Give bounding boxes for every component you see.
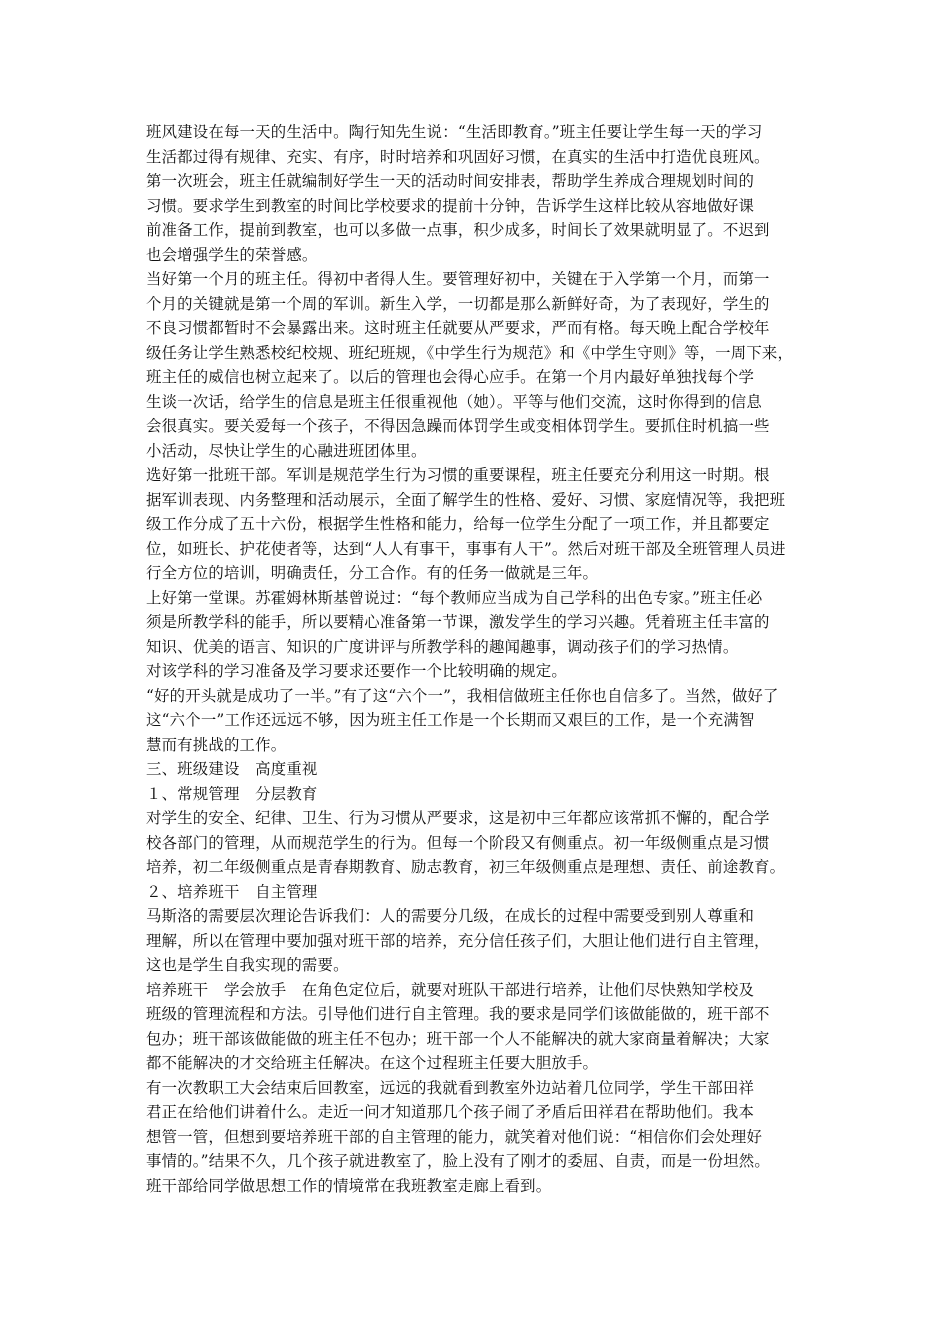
text-line: 培养班干 学会放手 在角色定位后，就要对班队干部进行培养，让他们尽快熟知学校及 bbox=[146, 980, 755, 999]
text-line: 事情的。”结果不久，几个孩子就进教室了，脸上没有了刚才的委屈、自责，而是一份坦然。 bbox=[146, 1152, 770, 1170]
text-line: 位，如班长、护花使者等，达到“人人有事干，事事有人干”。然后对班干部及全班管理人员进 bbox=[146, 539, 786, 558]
text-line: 个月的关键就是第一个周的军训。新生入学，一切都是那么新鲜好奇，为了表现好，学生的 bbox=[146, 294, 770, 313]
text-line: 这也是学生自我实现的需要。 bbox=[146, 956, 349, 974]
text-line: 据军训表现、内务整理和活动展示，全面了解学生的性格、爱好、习惯、家庭情况等，我把班 bbox=[146, 490, 786, 509]
text-line: 班干部给同学做思想工作的情境常在我班教室走廊上看到。 bbox=[146, 1176, 552, 1195]
text-line: 培养，初二年级侧重点是青春期教育、励志教育，初三年级侧重点是理想、责任、前途教育。 bbox=[146, 858, 786, 876]
text-line: 第一次班会，班主任就编制好学生一天的活动时间安排表，帮助学生养成合理规划时间的 bbox=[146, 172, 755, 190]
text-line: 班级的管理流程和方法。引导他们进行自主管理。我的要求是同学们该做能做的，班干部不 bbox=[146, 1005, 770, 1023]
text-line: 生活都过得有规律、充实、有序，时时培养和巩固好习惯，在真实的生活中打造优良班风。 bbox=[146, 147, 770, 166]
text-line: 对该学科的学习准备及学习要求还要作一个比较明确的规定。 bbox=[146, 662, 567, 680]
text-line: 生谈一次话，给学生的信息是班主任很重视他（她）。平等与他们交流，这时你得到的信息 bbox=[146, 392, 762, 411]
text-line: 上好第一堂课。苏霍姆林斯基曾说过：“每个教师应当成为自己学科的出色专家。”班主任必 bbox=[146, 588, 763, 607]
text-line: “好的开头就是成功了一半。”有了这“六个一”，我相信做班主任你也自信多了。当然，做好了 bbox=[146, 686, 779, 705]
text-line: 前准备工作，提前到教室，也可以多做一点事，积少成多，时间长了效果就明显了。不迟到 bbox=[146, 221, 770, 239]
text-line: 习惯。要求学生到教室的时间比学校要求的提前十分钟，告诉学生这样比较从容地做好课 bbox=[146, 196, 755, 215]
text-line: 班主任的威信也树立起来了。以后的管理也会得心应手。在第一个月内最好单独找每个学 bbox=[146, 368, 755, 386]
text-line: 级任务让学生熟悉校纪校规、班纪班规，《中学生行为规范》和《中学生守则》等，一周下来， bbox=[146, 343, 794, 362]
subsection-heading: １、常规管理 分层教育 bbox=[146, 784, 318, 803]
text-line: 理解，所以在管理中要加强对班干部的培养，充分信任孩子们，大胆让他们进行自主管理， bbox=[146, 931, 770, 950]
text-line: 会很真实。要关爱每一个孩子，不得因急躁而体罚学生或变相体罚学生。要抓住时机搞一些 bbox=[146, 417, 770, 435]
text-line: 想管一管，但想到要培养班干部的自主管理的能力，就笑着对他们说：“相信你们会处理好 bbox=[146, 1127, 763, 1146]
text-line: 须是所教学科的能手，所以要精心准备第一节课，激发学生的学习兴趣。凭着班主任丰富的 bbox=[146, 613, 770, 631]
text-line: 慧而有挑战的工作。 bbox=[146, 735, 287, 754]
text-line: 小活动，尽快让学生的心融进班团体里。 bbox=[146, 441, 427, 460]
text-line: 班风建设在每一天的生活中。陶行知先生说：“生活即教育。”班主任要让学生每一天的学习 bbox=[146, 123, 763, 141]
text-line: 校各部门的管理，从而规范学生的行为。但每一个阶段又有侧重点。初一年级侧重点是习惯 bbox=[146, 833, 770, 852]
text-line: 行全方位的培训，明确责任，分工合作。有的任务一做就是三年。 bbox=[146, 564, 599, 582]
text-line: 不良习惯都暂时不会暴露出来。这时班主任就要从严要求，严而有格。每天晚上配合学校年 bbox=[146, 319, 770, 337]
text-line: 对学生的安全、纪律、卫生、行为习惯从严要求，这是初中三年都应该常抓不懈的，配合学 bbox=[146, 809, 770, 827]
text-line: 有一次教职工大会结束后回教室，远远的我就看到教室外边站着几位同学，学生干部田祥 bbox=[146, 1078, 755, 1097]
text-line: 马斯洛的需要层次理论告诉我们：人的需要分几级，在成长的过程中需要受到别人尊重和 bbox=[146, 907, 755, 925]
text-line: 君正在给他们讲着什么。走近一问才知道那几个孩子闹了矛盾后田祥君在帮助他们。我本 bbox=[146, 1103, 755, 1121]
text-line: 知识、优美的语言、知识的广度讲评与所教学科的趣闻趣事，调动孩子们的学习热情。 bbox=[146, 637, 739, 656]
text-line: 选好第一批班干部。军训是规范学生行为习惯的重要课程，班主任要充分利用这一时期。根 bbox=[146, 466, 770, 484]
section-heading: 三、班级建设 高度重视 bbox=[146, 760, 318, 778]
text-line: 都不能解决的才交给班主任解决。在这个过程班主任要大胆放手。 bbox=[146, 1054, 599, 1072]
text-line: 包办；班干部该做能做的班主任不包办；班干部一个人不能解决的就大家商量着解决；大家 bbox=[146, 1029, 770, 1048]
text-line: 这“六个一”工作还远远不够，因为班主任工作是一个长期而又艰巨的工作，是一个充满智 bbox=[146, 711, 755, 729]
text-line: 当好第一个月的班主任。得初中者得人生。要管理好初中，关键在于入学第一个月，而第一 bbox=[146, 270, 770, 288]
document-page bbox=[146, 120, 806, 1198]
text-line: 级工作分成了五十六份，根据学生性格和能力，给每一位学生分配了一项工作，并且都要定 bbox=[146, 515, 770, 533]
text-line: 也会增强学生的荣誉感。 bbox=[146, 245, 318, 264]
subsection-heading: ２、培养班干 自主管理 bbox=[146, 882, 318, 901]
